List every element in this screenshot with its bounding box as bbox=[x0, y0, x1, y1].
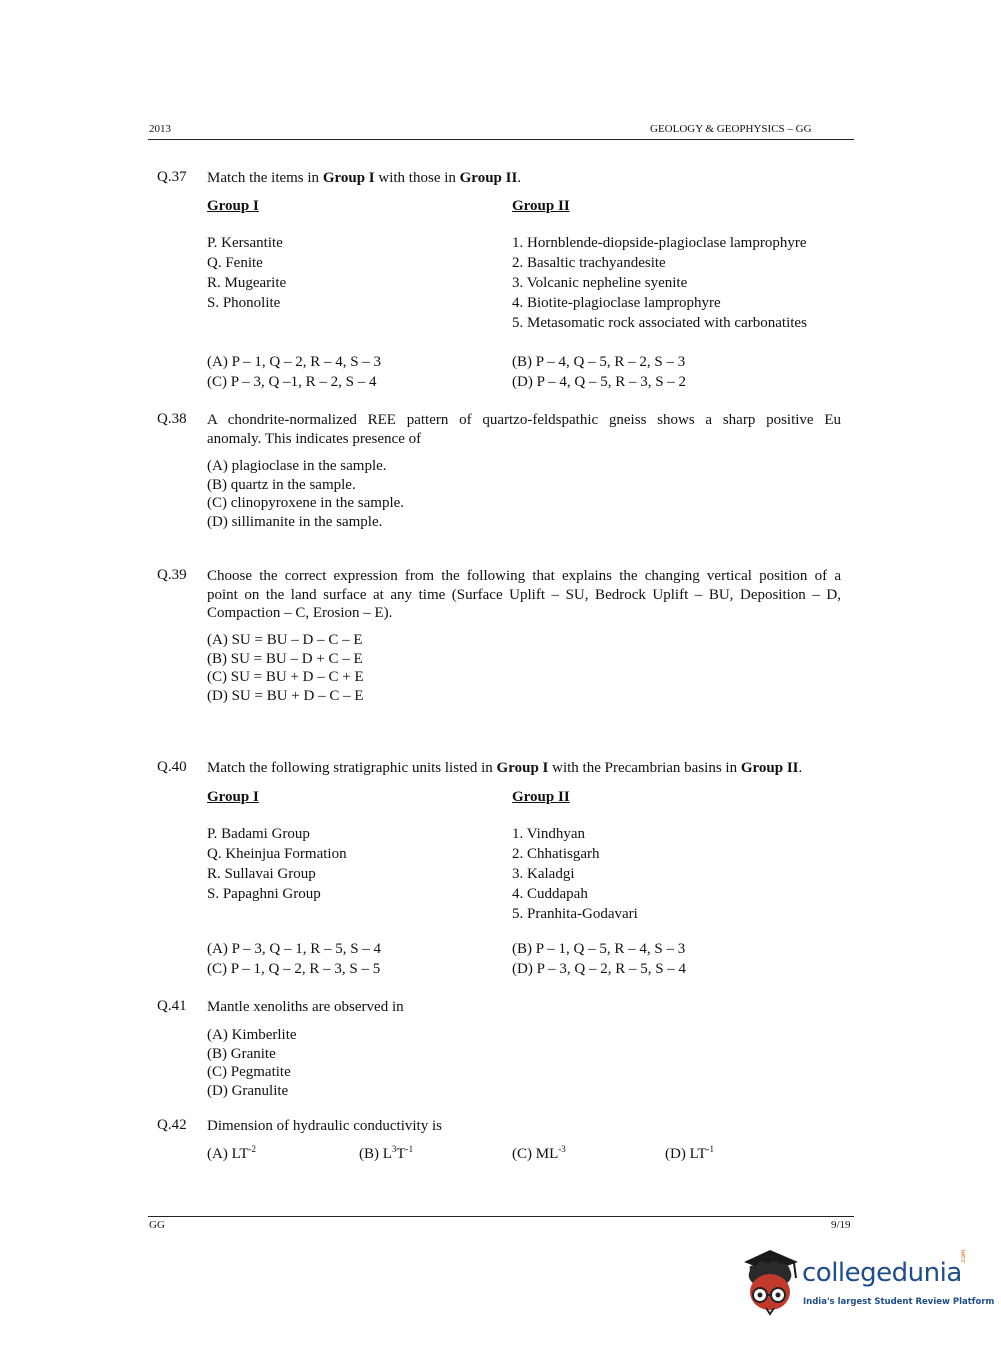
q42-option-b: (B) $L^3T^{-1}$ bbox=[359, 1144, 414, 1162]
list-item: 3. Volcanic nepheline syenite bbox=[512, 275, 688, 291]
q39-options bbox=[207, 631, 364, 705]
brand-name: collegedunia bbox=[802, 1258, 962, 1288]
footer-page: 9/19 bbox=[831, 1219, 851, 1231]
option: (D) sillimanite in the sample. bbox=[207, 513, 383, 530]
q37-stem: Match the items in Group I with those in Group II. bbox=[207, 170, 522, 186]
q38-number: Q.38 bbox=[157, 411, 187, 427]
q40-group1-heading: Group I bbox=[207, 789, 259, 805]
q37-option-b: (B) P – 4, Q – 5, R – 2, S – 3 bbox=[512, 354, 686, 370]
q42-stem: Dimension of hydraulic conductivity is bbox=[207, 1118, 442, 1134]
list-item: Q. Fenite bbox=[207, 255, 263, 271]
q42-option-d: (D) $LT^{-1}$ bbox=[665, 1144, 715, 1162]
option: (B) quartz in the sample. bbox=[207, 476, 356, 493]
list-item: R. Mugearite bbox=[207, 275, 287, 291]
option: (C) Pegmatite bbox=[207, 1064, 291, 1080]
q37-option-a: (A) P – 1, Q – 2, R – 4, S – 3 bbox=[207, 354, 382, 370]
header-year: 2013 bbox=[149, 123, 171, 135]
q41-stem: Mantle xenoliths are observed in bbox=[207, 999, 404, 1015]
option: (D) Granulite bbox=[207, 1082, 289, 1099]
mascot-icon bbox=[740, 1248, 804, 1318]
list-item: P. Badami Group bbox=[207, 826, 310, 842]
q40-option-b: (B) P – 1, Q – 5, R – 4, S – 3 bbox=[512, 941, 686, 957]
option: (A) Kimberlite bbox=[207, 1027, 297, 1043]
q38-stem: A chondrite-normalized REE pattern of quartzo-feldspathic gneiss shows a sharp positive Eu anomaly. This indicates presence of bbox=[207, 412, 841, 447]
q41-options bbox=[207, 1026, 297, 1100]
q39-stem: Choose the correct expression from the following that explains the changing vertical position of a point on the land surface at any time (Surface Uplift – SU, Bedrock Uplift – BU, Deposition – D, Compaction – C, Erosion – E). bbox=[207, 568, 841, 621]
footer-rule bbox=[148, 1216, 854, 1217]
q38-options bbox=[207, 457, 404, 531]
list-item: R. Sullavai Group bbox=[207, 866, 316, 882]
q40-group1-list bbox=[207, 824, 347, 904]
list-item: P. Kersantite bbox=[207, 235, 283, 251]
list-item: 2. Chhatisgarh bbox=[512, 846, 600, 862]
option: (C) SU = BU + D – C + E bbox=[207, 669, 364, 685]
list-item: 3. Kaladgi bbox=[512, 866, 575, 882]
q40-number: Q.40 bbox=[157, 759, 187, 775]
option: (C) clinopyroxene in the sample. bbox=[207, 495, 405, 511]
q37-group2-heading: Group II bbox=[512, 198, 570, 214]
q42-number: Q.42 bbox=[157, 1117, 187, 1133]
header-subject: GEOLOGY & GEOPHYSICS – GG bbox=[650, 123, 812, 135]
brand-suffix: .com bbox=[960, 1249, 967, 1264]
q37-option-c: (C) P – 3, Q –1, R – 2, S – 4 bbox=[207, 374, 377, 390]
list-item: 4. Cuddapah bbox=[512, 886, 588, 902]
list-item: Q. Kheinjua Formation bbox=[207, 846, 347, 862]
option: (D) SU = BU + D – C – E bbox=[207, 687, 364, 704]
list-item: 4. Biotite-plagioclase lamprophyre bbox=[512, 295, 721, 311]
q40-option-a: (A) P – 3, Q – 1, R – 5, S – 4 bbox=[207, 941, 382, 957]
header-rule bbox=[148, 139, 854, 140]
q37-group1-heading: Group I bbox=[207, 198, 259, 214]
q39-number: Q.39 bbox=[157, 567, 187, 583]
q37-option-d: (D) P – 4, Q – 5, R – 3, S – 2 bbox=[512, 374, 687, 390]
list-item: 5. Pranhita-Godavari bbox=[512, 906, 638, 922]
list-item: S. Papaghni Group bbox=[207, 886, 321, 902]
footer-code: GG bbox=[149, 1219, 165, 1231]
option: (A) plagioclase in the sample. bbox=[207, 458, 387, 474]
q41-number: Q.41 bbox=[157, 998, 187, 1014]
q42-option-a: (A) $LT^{-2}$ bbox=[207, 1144, 257, 1162]
collegedunia-logo bbox=[740, 1248, 995, 1318]
q40-group2-heading: Group II bbox=[512, 789, 570, 805]
list-item: 2. Basaltic trachyandesite bbox=[512, 255, 666, 271]
option: (B) SU = BU – D + C – E bbox=[207, 650, 363, 667]
q42-option-c: (C) $ML^{-3}$ bbox=[512, 1144, 566, 1162]
brand-tagline: India's largest Student Review Platform bbox=[803, 1297, 995, 1307]
q40-option-d: (D) P – 3, Q – 2, R – 5, S – 4 bbox=[512, 961, 687, 977]
q40-stem: Match the following stratigraphic units listed in Group I with the Precambrian basins in Group II. bbox=[207, 760, 803, 776]
q37-number: Q.37 bbox=[157, 169, 187, 185]
list-item: 1. Vindhyan bbox=[512, 826, 585, 842]
list-item: 1. Hornblende-diopside-plagioclase lamprophyre bbox=[512, 235, 807, 251]
q40-option-c: (C) P – 1, Q – 2, R – 3, S – 5 bbox=[207, 961, 381, 977]
list-item: S. Phonolite bbox=[207, 295, 281, 311]
q37-group2-list bbox=[512, 233, 807, 333]
q37-group1-list bbox=[207, 233, 286, 313]
list-item: 5. Metasomatic rock associated with carbonatites bbox=[512, 315, 807, 331]
option: (B) Granite bbox=[207, 1045, 276, 1062]
q40-group2-list bbox=[512, 824, 638, 924]
option: (A) SU = BU – D – C – E bbox=[207, 632, 363, 648]
